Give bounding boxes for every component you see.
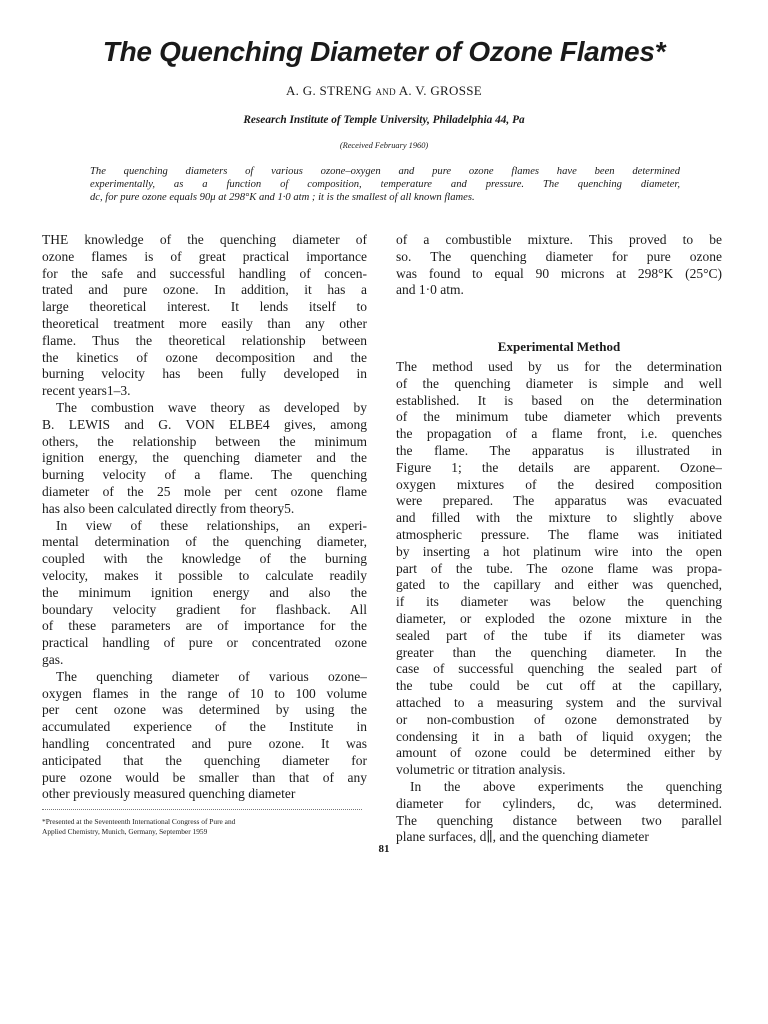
abstract-line: The quenching diameters of various ozone–oxygen and pure ozone flames have been determined [90, 166, 680, 177]
text-line: the kinetics of ozone decomposition and the [42, 349, 367, 365]
text-line: was found to equal 90 microns at 298°K (25°C) [396, 265, 722, 281]
text-line: atmospheric pressure. The flame was initiated [396, 526, 722, 542]
text-line: diameter for cylinders, dc, was determined. [396, 795, 722, 811]
abstract-line: experimentally, as a function of composition, temperature and pressure. The quenching diameter, [90, 179, 680, 191]
text-line: anticipated that the quenching diameter for [42, 752, 367, 768]
text-line: and filled with the mixture to slightly above [396, 510, 722, 526]
authors-text: A. G. STRENG and A. V. GROSSE [285, 83, 483, 98]
abstract-line: dc, for pure ozone equals 90μ at 298°K and 1·0 atm ; it is the smallest of all known flames. [90, 192, 475, 204]
text-line: THE knowledge of the quenching diameter of [42, 232, 367, 247]
text-line: Figure 1; the details are apparent. Ozone– [396, 459, 722, 475]
left-column [42, 232, 367, 803]
text-line: oxygen flames in the range of 10 to 100 volume [42, 685, 367, 701]
text-line: of the quenching diameter is simple and well [396, 375, 722, 391]
text-line: and 1·0 atm. [396, 282, 464, 298]
text-line: the minimum ignition energy and also the [42, 584, 367, 600]
abstract [90, 165, 680, 205]
text-line: The quenching diameter of various ozone– [56, 668, 367, 684]
text-line: diameter of the 25 mole per cent ozone flame [42, 483, 367, 499]
text-line: boundary velocity gradient for flashback. All [42, 601, 367, 617]
text-line: gas. [42, 651, 64, 667]
text-line: per cent ozone was determined by using the [42, 702, 367, 718]
text-line: practical handling of pure or concentrated ozone [42, 635, 367, 651]
text-line: The combustion wave theory as developed by [56, 399, 367, 415]
text-line: trated and pure ozone. In addition, it has a [42, 282, 367, 298]
text-line: pure ozone would be smaller than that of any [42, 769, 367, 785]
section-gap [396, 299, 722, 339]
text-line: condensing it in a bath of liquid oxygen; the [396, 728, 722, 744]
text-line: The quenching distance between two parallel [396, 812, 722, 828]
paper-title: The Quenching Diameter of Ozone Flames* [102, 36, 666, 67]
text-line: by inserting a hot platinum wire into the open [396, 543, 722, 559]
text-line: burning velocity of a flame. The quenching [42, 467, 367, 483]
text-line: other previously measured quenching diameter [42, 786, 296, 802]
text-line: velocity, makes it possible to calculate readily [42, 567, 367, 583]
page-number: 81 [378, 843, 390, 855]
text-line: burning velocity has been fully developed in [42, 366, 367, 382]
right-column [396, 232, 722, 846]
text-line: established. It is based on the determination [396, 392, 722, 408]
text-line: the flame. The apparatus is illustrated in [396, 442, 722, 458]
text-line: were prepared. The apparatus was evacuated [396, 493, 722, 509]
text-line: of a combustible mixture. This proved to be [396, 232, 722, 247]
text-line: mental determination of the quenching diameter, [42, 534, 367, 550]
footnote-line: Applied Chemistry, Munich, Germany, September 1959 [42, 827, 208, 836]
section-heading: Experimental Method [497, 339, 621, 355]
text-line: the tube could be cut off at the capillary, [396, 678, 722, 694]
footnote [42, 817, 367, 837]
text-line: has also been calculated directly from theory5. [42, 500, 295, 516]
text-line: handling concentrated and pure ozone. It was [42, 735, 367, 751]
text-line: plane surfaces, d∥, and the quenching diameter [396, 829, 649, 845]
text-line: so. The quenching diameter for pure ozone [396, 248, 722, 264]
text-line: of these parameters are of importance for the [42, 618, 367, 634]
text-line: amount of ozone could be determined either by [396, 745, 722, 761]
text-line: for the safe and successful handling of concen- [42, 265, 367, 281]
text-line: oxygen mixtures of the desired composition [396, 476, 722, 492]
text-line: gated to the capillary and either was quenched, [396, 577, 722, 593]
text-line: ozone flames is of great practical importance [42, 248, 367, 264]
text-line: The method used by us for the determination [396, 358, 722, 374]
text-line: if its diameter was below the quenching [396, 594, 722, 610]
paper-authors [0, 83, 768, 99]
text-line: coupled with the knowledge of the burning [42, 551, 367, 567]
text-line: the propagation of a flame front, i.e. quenches [396, 426, 722, 442]
text-line: attached to a measuring system and the survival [396, 694, 722, 710]
text-line: ignition energy, the quenching diameter and the [42, 450, 367, 466]
text-line: or non-combustion of ozone demonstrated by [396, 711, 722, 727]
affiliation: Research Institute of Temple University, Philadelphia 44, Pa [243, 114, 525, 126]
text-line: accumulated experience of the Institute in [42, 719, 367, 735]
text-line: large theoretical interest. It lends itself to [42, 299, 367, 315]
text-line: In the above experiments the quenching [410, 778, 722, 794]
footnote-line: *Presented at the Seventeenth International Congress of Pure and [42, 817, 236, 826]
text-line: others, the relationship between the minimum [42, 433, 367, 449]
text-line: theoretical treatment more easily than any other [42, 315, 367, 331]
text-line: In view of these relationships, an experi- [56, 517, 367, 533]
text-line: greater than the quenching diameter. In the [396, 644, 722, 660]
text-line: part of the tube. The ozone flame was propa- [396, 560, 722, 576]
text-line: sealed part of the tube if its diameter was [396, 627, 722, 643]
text-line: volumetric or titration analysis. [396, 762, 566, 778]
right-column-top [396, 232, 722, 299]
text-line: flame. Thus the theoretical relationship between [42, 332, 367, 348]
text-line: of the minimum tube diameter which prevents [396, 409, 722, 425]
text-line: case of successful quenching the sealed part of [396, 661, 722, 677]
footnote-rule [42, 809, 362, 810]
text-line: diameter, or exploded the ozone mixture in the [396, 610, 722, 626]
received-date: (Received February 1960) [339, 141, 429, 150]
text-line: recent years1–3. [42, 383, 131, 399]
text-line: B. LEWIS and G. VON ELBE4 gives, among [42, 416, 367, 432]
right-column-body [396, 359, 722, 846]
